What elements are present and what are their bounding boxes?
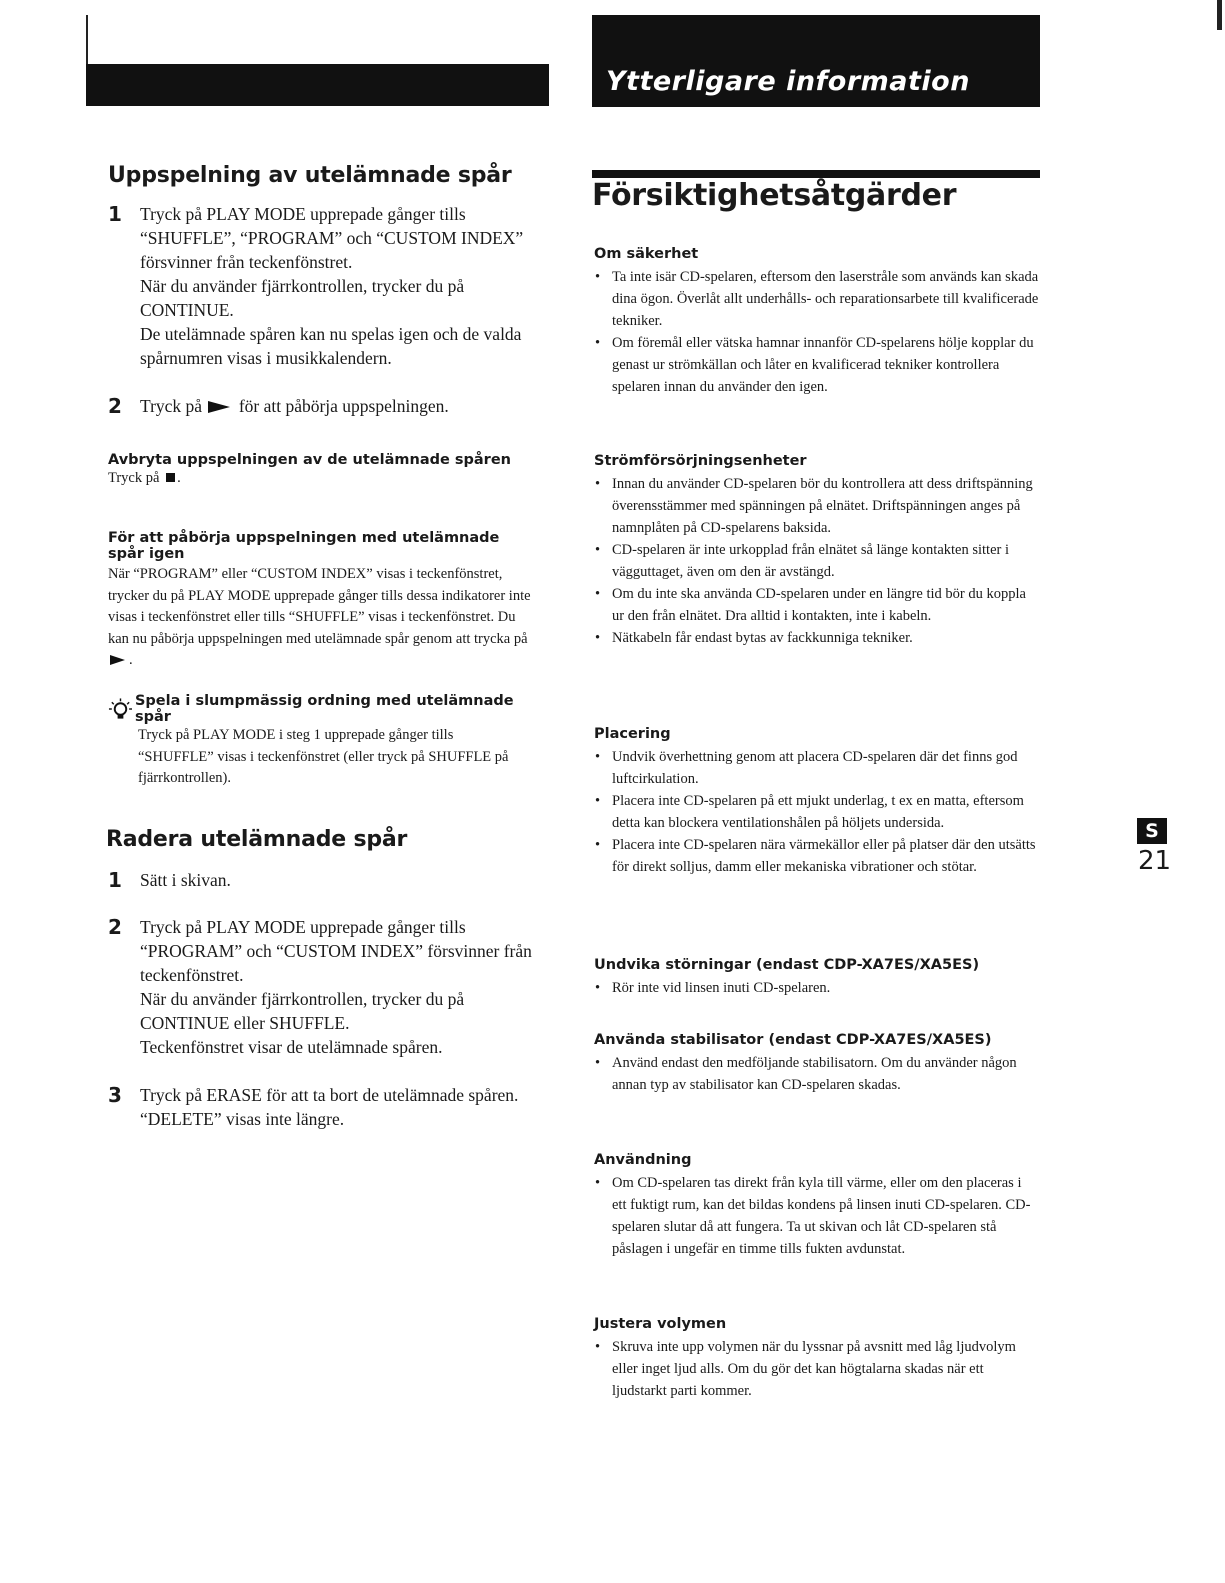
section-power [594, 453, 1039, 649]
step-text: Tryck på PLAY MODE upprepade gånger tills “PROGRAM” och “CUSTOM INDEX” försvinner från teckenfönstret. [140, 917, 532, 985]
step-2 [108, 394, 548, 418]
step-text: för att påbörja uppspelningen. [238, 396, 449, 416]
step-number: 3 [108, 1083, 122, 1107]
section-interference [594, 957, 1039, 999]
page-title: Försiktighetsåtgärder [592, 178, 957, 213]
header-bar-left [86, 64, 549, 106]
section-header-title: Ytterligare information [606, 66, 970, 97]
subheading: Placering [594, 726, 671, 742]
subheading-tip: Spela i slumpmässig ordning med utelämnade spår [134, 693, 514, 725]
restart-block [108, 530, 538, 672]
title-rule [592, 170, 1040, 178]
step-text: Teckenfönstret visar de utelämnade spåren. [140, 1037, 443, 1057]
page-number: 21 [1138, 846, 1172, 876]
section-safety [594, 246, 1039, 398]
section-operation [594, 1152, 1039, 1260]
step-1 [108, 868, 548, 892]
list-item: • Om CD-spelaren tas direkt från kyla till värme, eller om den placeras i ett fuktigt rum, kan det bildas kondens på linsen inuti CD-spelaren. CD-spelaren slutar då att fungera. Ta ut skivan och låt CD-spelaren stå påslagen i ungefär en timme tills fukten avdunstat. [594, 1172, 1039, 1260]
subheading-restart: För att påbörja uppspelningen med utelämnade spår igen [108, 530, 500, 562]
list-item: • Undvik överhettning genom att placera CD-spelaren där det finns god luftcirkulation. [594, 746, 1039, 790]
step-text: Tryck på ERASE för att ta bort de utelämnade spåren. [140, 1085, 519, 1105]
list-item: • Placera inte CD-spelaren nära värmekällor eller på platser där den utsätts för direkt solljus, damm eller mekaniska vibrationer och stötar. [594, 834, 1039, 878]
language-badge: S [1137, 818, 1167, 844]
section-heading-playback: Uppspelning av utelämnade spår [108, 163, 512, 188]
header-bar-right [592, 15, 1040, 107]
step-text: Sätt i skivan. [140, 870, 231, 890]
subheading: Använda stabilisator (endast CDP-XA7ES/XA5ES) [594, 1032, 992, 1048]
tip-block [108, 693, 538, 790]
subheading: Undvika störningar (endast CDP-XA7ES/XA5ES) [594, 957, 980, 973]
step-2 [108, 915, 548, 1059]
step-text: “DELETE” visas inte längre. [140, 1109, 345, 1129]
list-item: • Nätkabeln får endast bytas av fackkunniga tekniker. [594, 627, 1039, 649]
list-item: • Använd endast den medföljande stabilisatorn. Om du använder någon annan typ av stabilisator kan CD-spelaren skadas. [594, 1052, 1039, 1096]
restart-text-after: . [129, 652, 133, 668]
tip-lightbulb-icon [108, 697, 133, 721]
subheading: Strömförsörjningsenheter [594, 453, 807, 469]
list-item: • Ta inte isär CD-spelaren, eftersom den laserstråle som används kan skada dina ögon. Överlåt allt underhålls- och reparationsarbete till kvalificerade tekniker. [594, 266, 1039, 332]
step-text: Tryck på [140, 396, 203, 416]
cancel-text-after: . [177, 470, 181, 486]
step-text: De utelämnade spåren kan nu spelas igen och de valda spårnumren visas i musikkalendern. [140, 324, 522, 368]
list-item: • CD-spelaren är inte urkopplad från elnätet så länge kontakten sitter i vägguttaget, även om den är avstängd. [594, 539, 1039, 583]
restart-text [108, 564, 538, 672]
cancel-block [108, 452, 548, 490]
section-heading-erase: Radera utelämnade spår [106, 827, 408, 852]
list-item: • Skruva inte upp volymen när du lyssnar på avsnitt med låg ljudvolym eller inget ljud alls. Om du gör det kan högtalarna skadas när ett ljudstarkt parti kommer. [594, 1336, 1039, 1402]
step-number: 2 [108, 394, 122, 418]
step-1 [108, 202, 548, 370]
cancel-text-before: Tryck på [108, 470, 160, 486]
crop-mark-right [1217, 0, 1222, 30]
section-placement [594, 726, 1039, 878]
subheading: Justera volymen [594, 1316, 727, 1332]
step-number: 1 [108, 868, 122, 892]
play-icon [208, 401, 230, 413]
list-item: • Om du inte ska använda CD-spelaren under en längre tid bör du koppla ur den från elnätet. Dra alltid i kontakten, inte i kabeln. [594, 583, 1039, 627]
subheading: Användning [594, 1152, 692, 1168]
tip-text: Tryck på PLAY MODE i steg 1 upprepade gånger tills “SHUFFLE” visas i teckenfönstret (eller tryck på SHUFFLE på fjärrkontrollen). [138, 727, 509, 786]
list-item: • Placera inte CD-spelaren på ett mjukt underlag, t ex en matta, eftersom detta kan blockera ventilationshålen på höljets undersida. [594, 790, 1039, 834]
step-text: Tryck på PLAY MODE upprepade gånger tills “SHUFFLE”, “PROGRAM” och “CUSTOM INDEX” försvinner från teckenfönstret. [140, 204, 524, 272]
stop-icon [166, 473, 175, 482]
step-number: 2 [108, 915, 122, 939]
step-text: När du använder fjärrkontrollen, trycker du på CONTINUE. [140, 276, 465, 320]
list-item: • Rör inte vid linsen inuti CD-spelaren. [594, 977, 1039, 999]
play-icon [110, 655, 125, 665]
step-text: När du använder fjärrkontrollen, trycker du på CONTINUE eller SHUFFLE. [140, 989, 465, 1033]
subheading-cancel: Avbryta uppspelningen av de utelämnade spåren [108, 452, 511, 468]
list-item: • Om föremål eller vätska hamnar innanför CD-spelarens hölje kopplar du genast ur strömkällan och låter en kvalificerad tekniker kontrollera spelaren innan du använder den igen. [594, 332, 1039, 398]
step-3 [108, 1083, 548, 1131]
cancel-text [108, 468, 548, 490]
restart-text-before: När “PROGRAM” eller “CUSTOM INDEX” visas i teckenfönstret, trycker du på PLAY MODE upprepade gånger tills dessa indikatorer inte visas i teckenfönstret eller tills “SHUFFLE” visas i teckenfönstret. Du kan nu påbörja uppspelningen med utelämnade spår genom att trycka på [108, 566, 531, 647]
section-volume [594, 1316, 1039, 1402]
section-stabilizer [594, 1032, 1039, 1096]
subheading: Om säkerhet [594, 246, 699, 262]
step-number: 1 [108, 202, 122, 226]
list-item: • Innan du använder CD-spelaren bör du kontrollera att dess driftspänning överensstämmer med spänningen på elnätet. Driftspänningen anges på namnplåten på CD-spelarens baksida. [594, 473, 1039, 539]
